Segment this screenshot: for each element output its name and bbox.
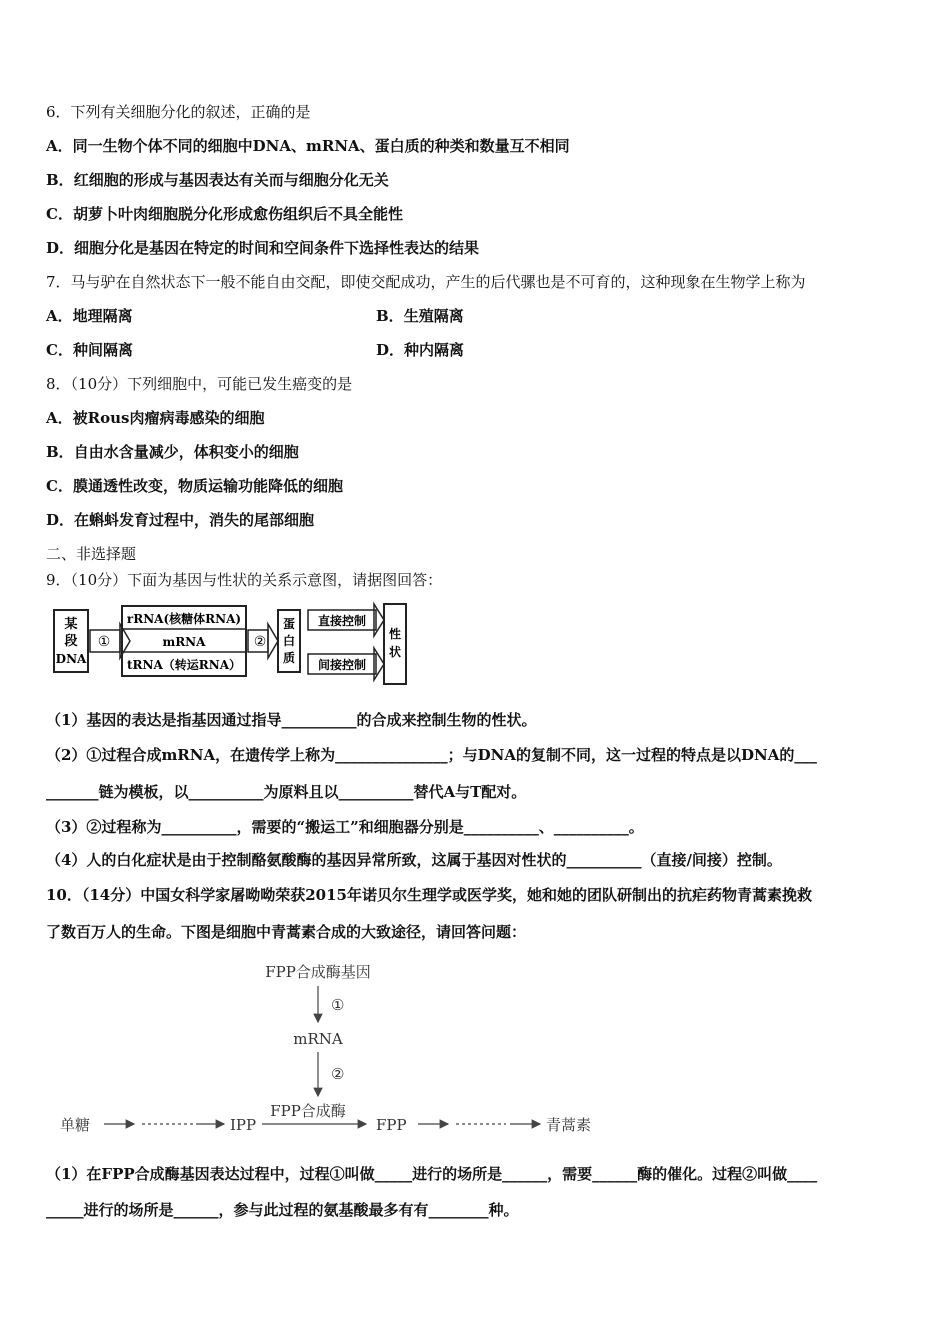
fpp-enzyme-label: FPP合成酶 xyxy=(270,1102,346,1120)
q8-option-b: B．自由水含量减少，体积变小的细胞 xyxy=(46,443,299,461)
gene-trait-diagram xyxy=(46,600,416,692)
indirect-control-label: 间接控制 xyxy=(317,658,367,672)
ipp-label: IPP xyxy=(230,1116,257,1134)
artemisinin-pathway-diagram xyxy=(46,956,626,1142)
protein-label-1: 蛋 xyxy=(282,617,296,631)
dna-label-3: DNA xyxy=(55,652,87,666)
q6-option-d: D．细胞分化是基因在特定的时间和空间条件下选择性表达的结果 xyxy=(46,239,480,257)
q6-option-b: B．红细胞的形成与基因表达有关而与细胞分化无关 xyxy=(46,171,389,189)
q9-sub-1: （1）基因的表达是指基因通过指导__________的合成来控制生物的性状。 xyxy=(46,711,537,729)
protein-label-3: 质 xyxy=(282,651,296,665)
q7-option-a: A．地理隔离 xyxy=(46,307,133,325)
direct-control-label: 直接控制 xyxy=(317,614,367,628)
q10-sub-1: （1）在FPP合成酶基因表达过程中，过程①叫做_____进行的场所是______，需要______酶的催化。过程②叫做____ xyxy=(46,1165,818,1183)
trait-label-2: 状 xyxy=(388,645,402,659)
artemisinin-label: 青蒿素 xyxy=(546,1116,592,1134)
q7-stem: 7．马与驴在自然状态下一般不能自由交配，即使交配成功，产生的后代骡也是不可育的，这种现象在生物学上称为 xyxy=(46,273,806,291)
step2-label: ② xyxy=(253,634,267,650)
q6-stem: 6．下列有关细胞分化的叙述，正确的是 xyxy=(46,103,311,121)
rrna-label: rRNA(核糖体RNA) xyxy=(126,612,242,626)
q10-sub-1-cont: _____进行的场所是______，参与此过程的氨基酸最多有有________种。 xyxy=(46,1201,519,1219)
q8-stem: 8．（10分）下列细胞中，可能已发生癌变的是 xyxy=(46,375,353,393)
q10-step2-label: ② xyxy=(331,1065,345,1083)
sugar-label: 单糖 xyxy=(60,1116,91,1134)
section-heading: 二、非选择题 xyxy=(46,545,137,563)
fpp-gene-label: FPP合成酶基因 xyxy=(265,963,371,981)
q10-stem-1: 10．（14分）中国女科学家屠呦呦荣获2015年诺贝尔生理学或医学奖，她和她的团队研制出的抗疟药物青蒿素挽救 xyxy=(46,886,813,904)
trait-label-1: 性 xyxy=(388,627,402,641)
dna-label-2: 段 xyxy=(64,634,78,649)
q10-step1-label: ① xyxy=(331,996,345,1014)
mrna-label: mRNA xyxy=(162,635,206,649)
q9-stem: 9．（10分）下面为基因与性状的关系示意图，请据图回答： xyxy=(46,571,443,589)
q9-sub-2: （2）①过程合成mRNA，在遗传学上称为_______________；与DNA的复制不同，这一过程的特点是以DNA的___ xyxy=(46,746,817,764)
q10-stem-2: 了数百万人的生命。下图是细胞中青蒿素合成的大致途径，请回答问题： xyxy=(46,923,527,941)
q7-option-b: B．生殖隔离 xyxy=(376,307,464,325)
q9-sub-3: （3）②过程称为__________，需要的“搬运工”和细胞器分别是__________、__________。 xyxy=(46,818,644,836)
q10-mrna-label: mRNA xyxy=(293,1030,343,1048)
protein-label-2: 白 xyxy=(282,634,296,648)
q6-option-a: A．同一生物个体不同的细胞中DNA、mRNA、蛋白质的种类和数量互不相同 xyxy=(46,137,570,155)
trna-label: tRNA（转运RNA） xyxy=(126,658,242,672)
q9-sub-2-cont: _______链为模板，以__________为原料且以__________替代A与T配对。 xyxy=(46,783,527,801)
q6-option-c: C．胡萝卜叶肉细胞脱分化形成愈伤组织后不具全能性 xyxy=(46,205,403,223)
dna-label-1: 某 xyxy=(64,617,78,632)
q8-option-c: C．膜通透性改变，物质运输功能降低的细胞 xyxy=(46,477,343,495)
q7-option-d: D．种内隔离 xyxy=(376,341,465,359)
q9-sub-4: （4）人的白化症状是由于控制酪氨酸酶的基因异常所致，这属于基因对性状的__________（直接/间接）控制。 xyxy=(46,851,782,869)
fpp-label: FPP xyxy=(376,1116,407,1134)
q7-option-c: C．种间隔离 xyxy=(46,341,133,359)
q8-option-a: A．被Rous肉瘤病毒感染的细胞 xyxy=(46,409,265,427)
step1-label: ① xyxy=(97,634,111,650)
q8-option-d: D．在蝌蚪发育过程中，消失的尾部细胞 xyxy=(46,511,315,529)
